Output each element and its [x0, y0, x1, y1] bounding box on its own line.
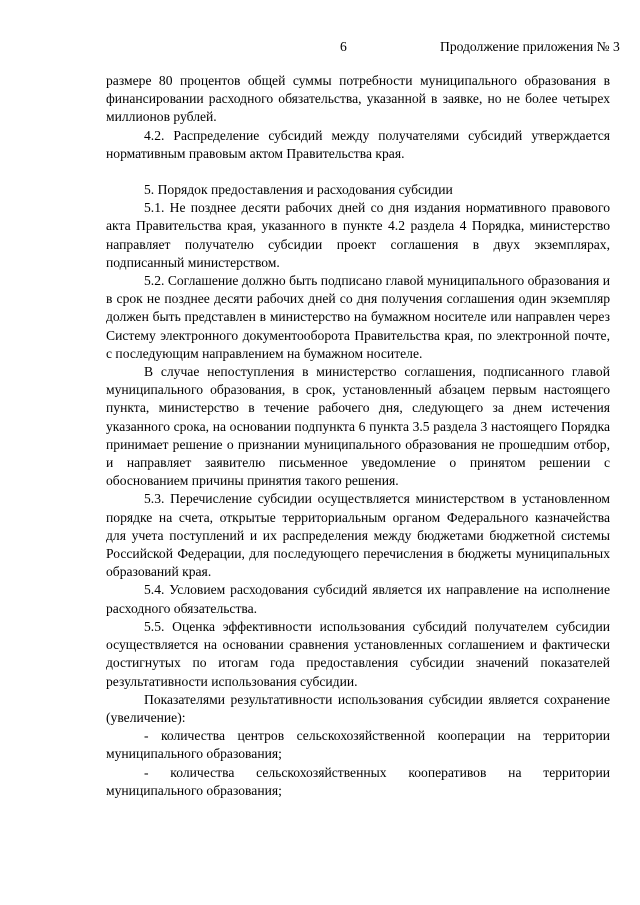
document-body — [106, 72, 610, 800]
page-header-continuation: Продолжение приложения № 3 — [440, 39, 620, 54]
paragraph-5-4: 5.4. Условием расходования субсидий является их направление на исполнение расходного обязательства. — [106, 582, 610, 616]
blank-line — [106, 163, 610, 181]
list-item-centers: - количества центров сельскохозяйственной кооперации на территории муниципального образования; — [106, 728, 610, 762]
section-heading-5: 5. Порядок предоставления и расходования субсидии — [144, 182, 453, 198]
list-item-cooperatives: - количества сельскохозяйственных кооперативов на территории муниципального образования; — [106, 764, 610, 798]
paragraph-indicators: Показателями результативности использования субсидии является сохранение (увеличение): — [106, 691, 610, 725]
paragraph-continuation: размере 80 процентов общей суммы потребности муниципального образования в финансировании расходного обязательства, указанной в заявке, но не более четырех миллионов рублей. — [106, 73, 610, 125]
paragraph-5-3: 5.3. Перечисление субсидии осуществляется министерством в установленном порядке на счета, открытые территориальным органом Федерального казначейства для учета поступлений и их распределения между бюджетами бюджетной системы Российской Федерации, для последующего перечисления в бюджеты муниципальных образований края. — [106, 491, 610, 580]
paragraph-5-2-second: В случае непоступления в министерство соглашения, подписанного главой муниципального образования, в срок, установленный абзацем первым настоящего пункта, министерство в течение рабочего дня, следующего за днем истечения указанного срока, на основании подпункта 6 пункта 3.5 раздела 3 настоящего Порядка принимает решение о признании муниципального образования не прошедшим отбор, и направляет заявителю письменное уведомление о принятом решении с обоснованием причины принятия такого решения. — [106, 364, 610, 489]
paragraph-5-1: 5.1. Не позднее десяти рабочих дней со дня издания нормативного правового акта Правительства края, указанного в пункте 4.2 раздела 4 Порядка, министерство направляет получателю субсидии проект соглашения в двух экземплярах, подписанный министерством. — [106, 200, 610, 270]
page-number: 6 — [340, 39, 347, 54]
paragraph-5-5: 5.5. Оценка эффективности использования субсидий получателем субсидии осуществляется на основании сравнения установленных соглашением и фактически достигнутых по итогам года предоставления субсидии значений показателей результативности использования субсидии. — [106, 618, 610, 689]
paragraph-4-2: 4.2. Распределение субсидий между получателями субсидий утверждается нормативным правовым актом Правительства края. — [106, 127, 610, 161]
paragraph-5-2: 5.2. Соглашение должно быть подписано главой муниципального образования и в срок не позднее десяти рабочих дней со дня получения соглашения один экземпляр должен быть представлен в министерство на бумажном носителе или направлен через Систему электронного документооборота Правительства края, по электронной почте, с последующим направлением на бумажном носителе. — [106, 273, 610, 361]
